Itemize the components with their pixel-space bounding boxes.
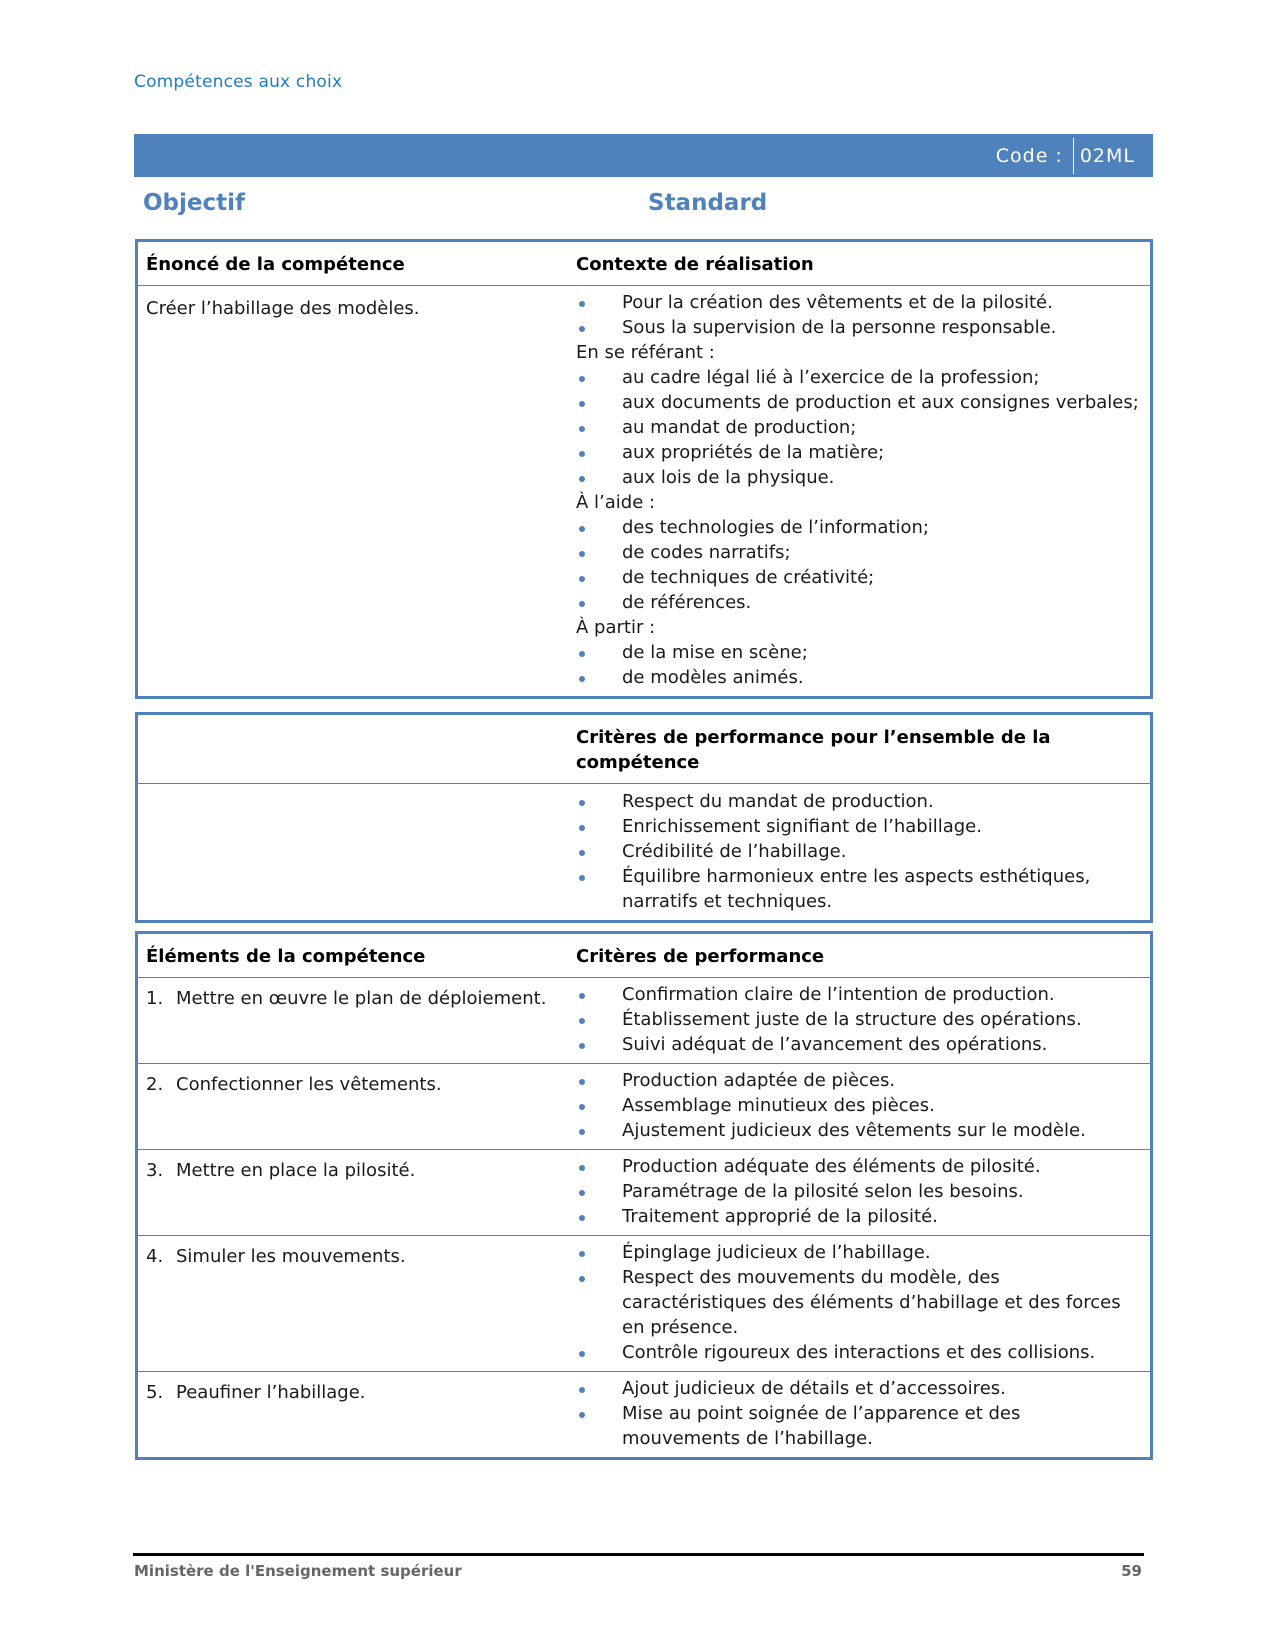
table-header-row <box>138 934 1150 977</box>
criteria-cell <box>568 978 1150 1063</box>
context-group <box>576 290 1142 340</box>
element-number: 2. <box>146 1074 164 1095</box>
element-cell <box>138 1236 568 1371</box>
list-item: Traitement approprié de la pilosité. <box>576 1204 1142 1229</box>
list-item: aux lois de la physique. <box>576 465 1142 490</box>
context-intro: En se référant : <box>576 342 715 363</box>
code-label: Code : <box>995 145 1063 167</box>
list-item: aux propriétés de la matière; <box>576 440 1142 465</box>
footer-rule <box>133 1553 1144 1556</box>
list-item: Production adéquate des éléments de pilosité. <box>576 1154 1142 1179</box>
header-criteria: Critères de performance <box>576 946 825 967</box>
element-cell <box>138 1372 568 1457</box>
table-row <box>138 1371 1150 1457</box>
list-item: Confirmation claire de l’intention de production. <box>576 982 1142 1007</box>
list-item: Ajustement judicieux des vêtements sur le modèle. <box>576 1118 1142 1143</box>
context-intro: À l’aide : <box>576 492 656 513</box>
context-intro: À partir : <box>576 617 656 638</box>
table-header-row <box>138 242 1150 285</box>
competency-statement: Créer l’habillage des modèles. <box>146 298 420 319</box>
context-group <box>576 640 1142 690</box>
list-item: de modèles animés. <box>576 665 1142 690</box>
element-cell <box>138 1064 568 1149</box>
statement-context-table <box>135 239 1153 699</box>
criteria-cell <box>568 1150 1150 1235</box>
criteria-cell <box>568 1372 1150 1457</box>
element-text: Mettre en place la pilosité. <box>176 1160 416 1181</box>
list-item: au cadre légal lié à l’exercice de la profession; <box>576 365 1142 390</box>
empty-cell <box>138 715 568 783</box>
table-row <box>138 977 1150 1063</box>
element-text: Peaufiner l’habillage. <box>176 1382 366 1403</box>
element-text: Mettre en œuvre le plan de déploiement. <box>176 988 547 1009</box>
element-number: 4. <box>146 1246 164 1267</box>
context-group <box>576 515 1142 615</box>
list-item: Crédibilité de l’habillage. <box>576 839 1142 864</box>
context-list <box>568 286 1150 696</box>
list-item: au mandat de production; <box>576 415 1142 440</box>
element-number: 3. <box>146 1160 164 1181</box>
list-item: Sous la supervision de la personne responsable. <box>576 315 1142 340</box>
heading-objectif: Objectif <box>143 190 246 216</box>
table-row <box>138 1149 1150 1235</box>
list-item: Respect des mouvements du modèle, des caractéristiques des éléments d’habillage et des forces en présence. <box>576 1265 1142 1340</box>
criteria-cell <box>568 1064 1150 1149</box>
list-item: de références. <box>576 590 1142 615</box>
list-item: de codes narratifs; <box>576 540 1142 565</box>
code-value: 02ML <box>1079 145 1135 167</box>
list-item: Pour la création des vêtements et de la pilosité. <box>576 290 1142 315</box>
code-band <box>134 134 1153 177</box>
overall-criteria-list <box>568 784 1150 920</box>
list-item: Enrichissement signifiant de l’habillage. <box>576 814 1142 839</box>
list-item: de la mise en scène; <box>576 640 1142 665</box>
table-header-row <box>138 715 1150 783</box>
element-number: 5. <box>146 1382 164 1403</box>
list-item: de techniques de créativité; <box>576 565 1142 590</box>
header-overall-criteria: Critères de performance pour l’ensemble de la compétence <box>576 727 1051 773</box>
empty-cell <box>138 784 568 920</box>
list-item: Suivi adéquat de l’avancement des opérations. <box>576 1032 1142 1057</box>
elements-criteria-table <box>135 931 1153 1460</box>
element-cell <box>138 978 568 1063</box>
list-item: Épinglage judicieux de l’habillage. <box>576 1240 1142 1265</box>
list-item: Contrôle rigoureux des interactions et des collisions. <box>576 1340 1142 1365</box>
header-elements: Éléments de la compétence <box>146 946 426 967</box>
table-row <box>138 285 1150 696</box>
list-item: Établissement juste de la structure des opérations. <box>576 1007 1142 1032</box>
context-group <box>576 365 1142 490</box>
element-text: Confectionner les vêtements. <box>176 1074 442 1095</box>
list-item: Ajout judicieux de détails et d’accessoires. <box>576 1376 1142 1401</box>
list-item: Respect du mandat de production. <box>576 789 1142 814</box>
table-row <box>138 1063 1150 1149</box>
list-item: aux documents de production et aux consignes verbales; <box>576 390 1142 415</box>
overall-criteria-table <box>135 712 1153 923</box>
section-headings <box>143 190 1143 222</box>
header-enonce: Énoncé de la compétence <box>146 254 405 275</box>
table-row <box>138 1235 1150 1371</box>
list-item: des technologies de l’information; <box>576 515 1142 540</box>
code-separator <box>1073 138 1074 174</box>
element-text: Simuler les mouvements. <box>176 1246 406 1267</box>
page-number: 59 <box>1121 1562 1142 1580</box>
competency-code <box>996 142 1135 170</box>
list-item: Mise au point soignée de l’apparence et des mouvements de l’habillage. <box>576 1401 1142 1451</box>
heading-standard: Standard <box>648 190 768 216</box>
element-cell <box>138 1150 568 1235</box>
list-item: Assemblage minutieux des pièces. <box>576 1093 1142 1118</box>
header-contexte: Contexte de réalisation <box>576 254 814 275</box>
element-number: 1. <box>146 988 164 1009</box>
list-item: Paramétrage de la pilosité selon les besoins. <box>576 1179 1142 1204</box>
list-item: Production adaptée de pièces. <box>576 1068 1142 1093</box>
list-item: Équilibre harmonieux entre les aspects esthétiques, narratifs et techniques. <box>576 864 1142 914</box>
criteria-cell <box>568 1236 1150 1371</box>
running-title: Compétences aux choix <box>134 72 343 92</box>
table-row <box>138 783 1150 920</box>
footer-ministry: Ministère de l'Enseignement supérieur <box>134 1562 462 1580</box>
